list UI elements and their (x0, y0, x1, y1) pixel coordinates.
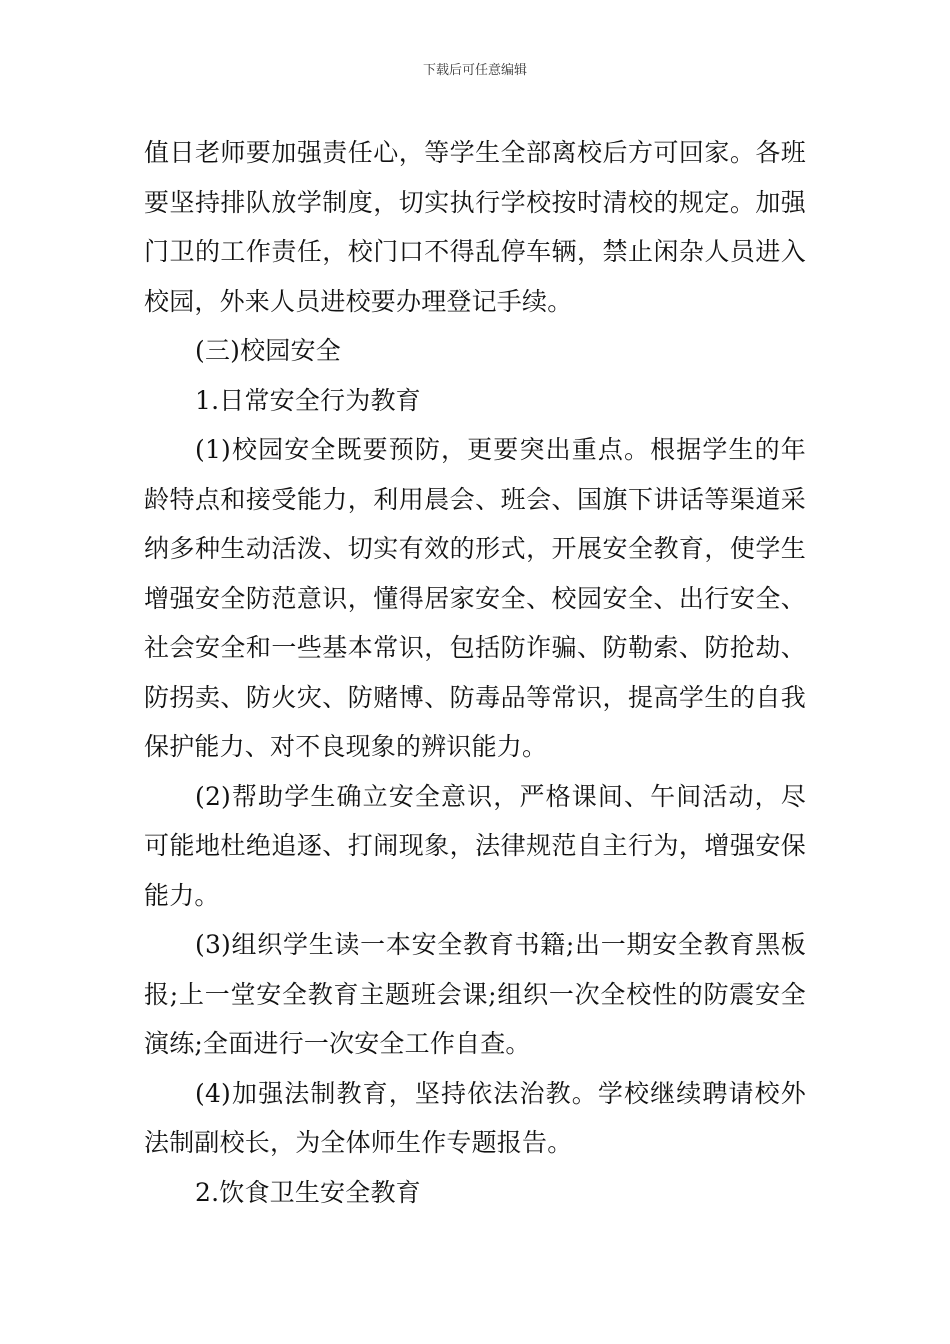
paragraph-duty-teacher: 值日老师要加强责任心，等学生全部离校后方可回家。各班要坚持排队放学制度，切实执行学校按时清校的规定。加强门卫的工作责任，校门口不得乱停车辆，禁止闲杂人员进入校园，外来人员进校要办理登记手续。 (144, 138, 806, 316)
paragraph-item-2: (2)帮助学生确立安全意识，严格课间、午间活动，尽可能地杜绝追逐、打闹现象，法律规范自主行为，增强安保能力。 (144, 781, 806, 910)
page-header: 下载后可任意编辑 (422, 63, 527, 78)
document-body (144, 128, 806, 1217)
paragraph-item-1: (1)校园安全既要预防，更要突出重点。根据学生的年龄特点和接受能力，利用晨会、班会、国旗下讲话等渠道采纳多种生动活泼、切实有效的形式，开展安全教育，使学生增强安全防范意识，懂得居家安全、校园安全、出行安全、社会安全和一些基本常识，包括防诈骗、防勒索、防抢劫、防拐卖、防火灾、防赌博、防毒品等常识，提高学生的自我保护能力、对不良现象的辨识能力。 (144, 435, 806, 761)
subsection-heading-food-safety: 2.饮食卫生安全教育 (195, 1177, 421, 1207)
paragraph-item-3: (3)组织学生读一本安全教育书籍;出一期安全教育黑板报;上一堂安全教育主题班会课;组织一次全校性的防震安全演练;全面进行一次安全工作自查。 (144, 930, 806, 1058)
subsection-heading-daily-safety: 1.日常安全行为教育 (195, 385, 421, 415)
section-heading-campus-safety: (三)校园安全 (195, 336, 341, 365)
paragraph-item-4: (4)加强法制教育，坚持依法治教。学校继续聘请校外法制副校长，为全体师生作专题报告。 (144, 1078, 806, 1157)
